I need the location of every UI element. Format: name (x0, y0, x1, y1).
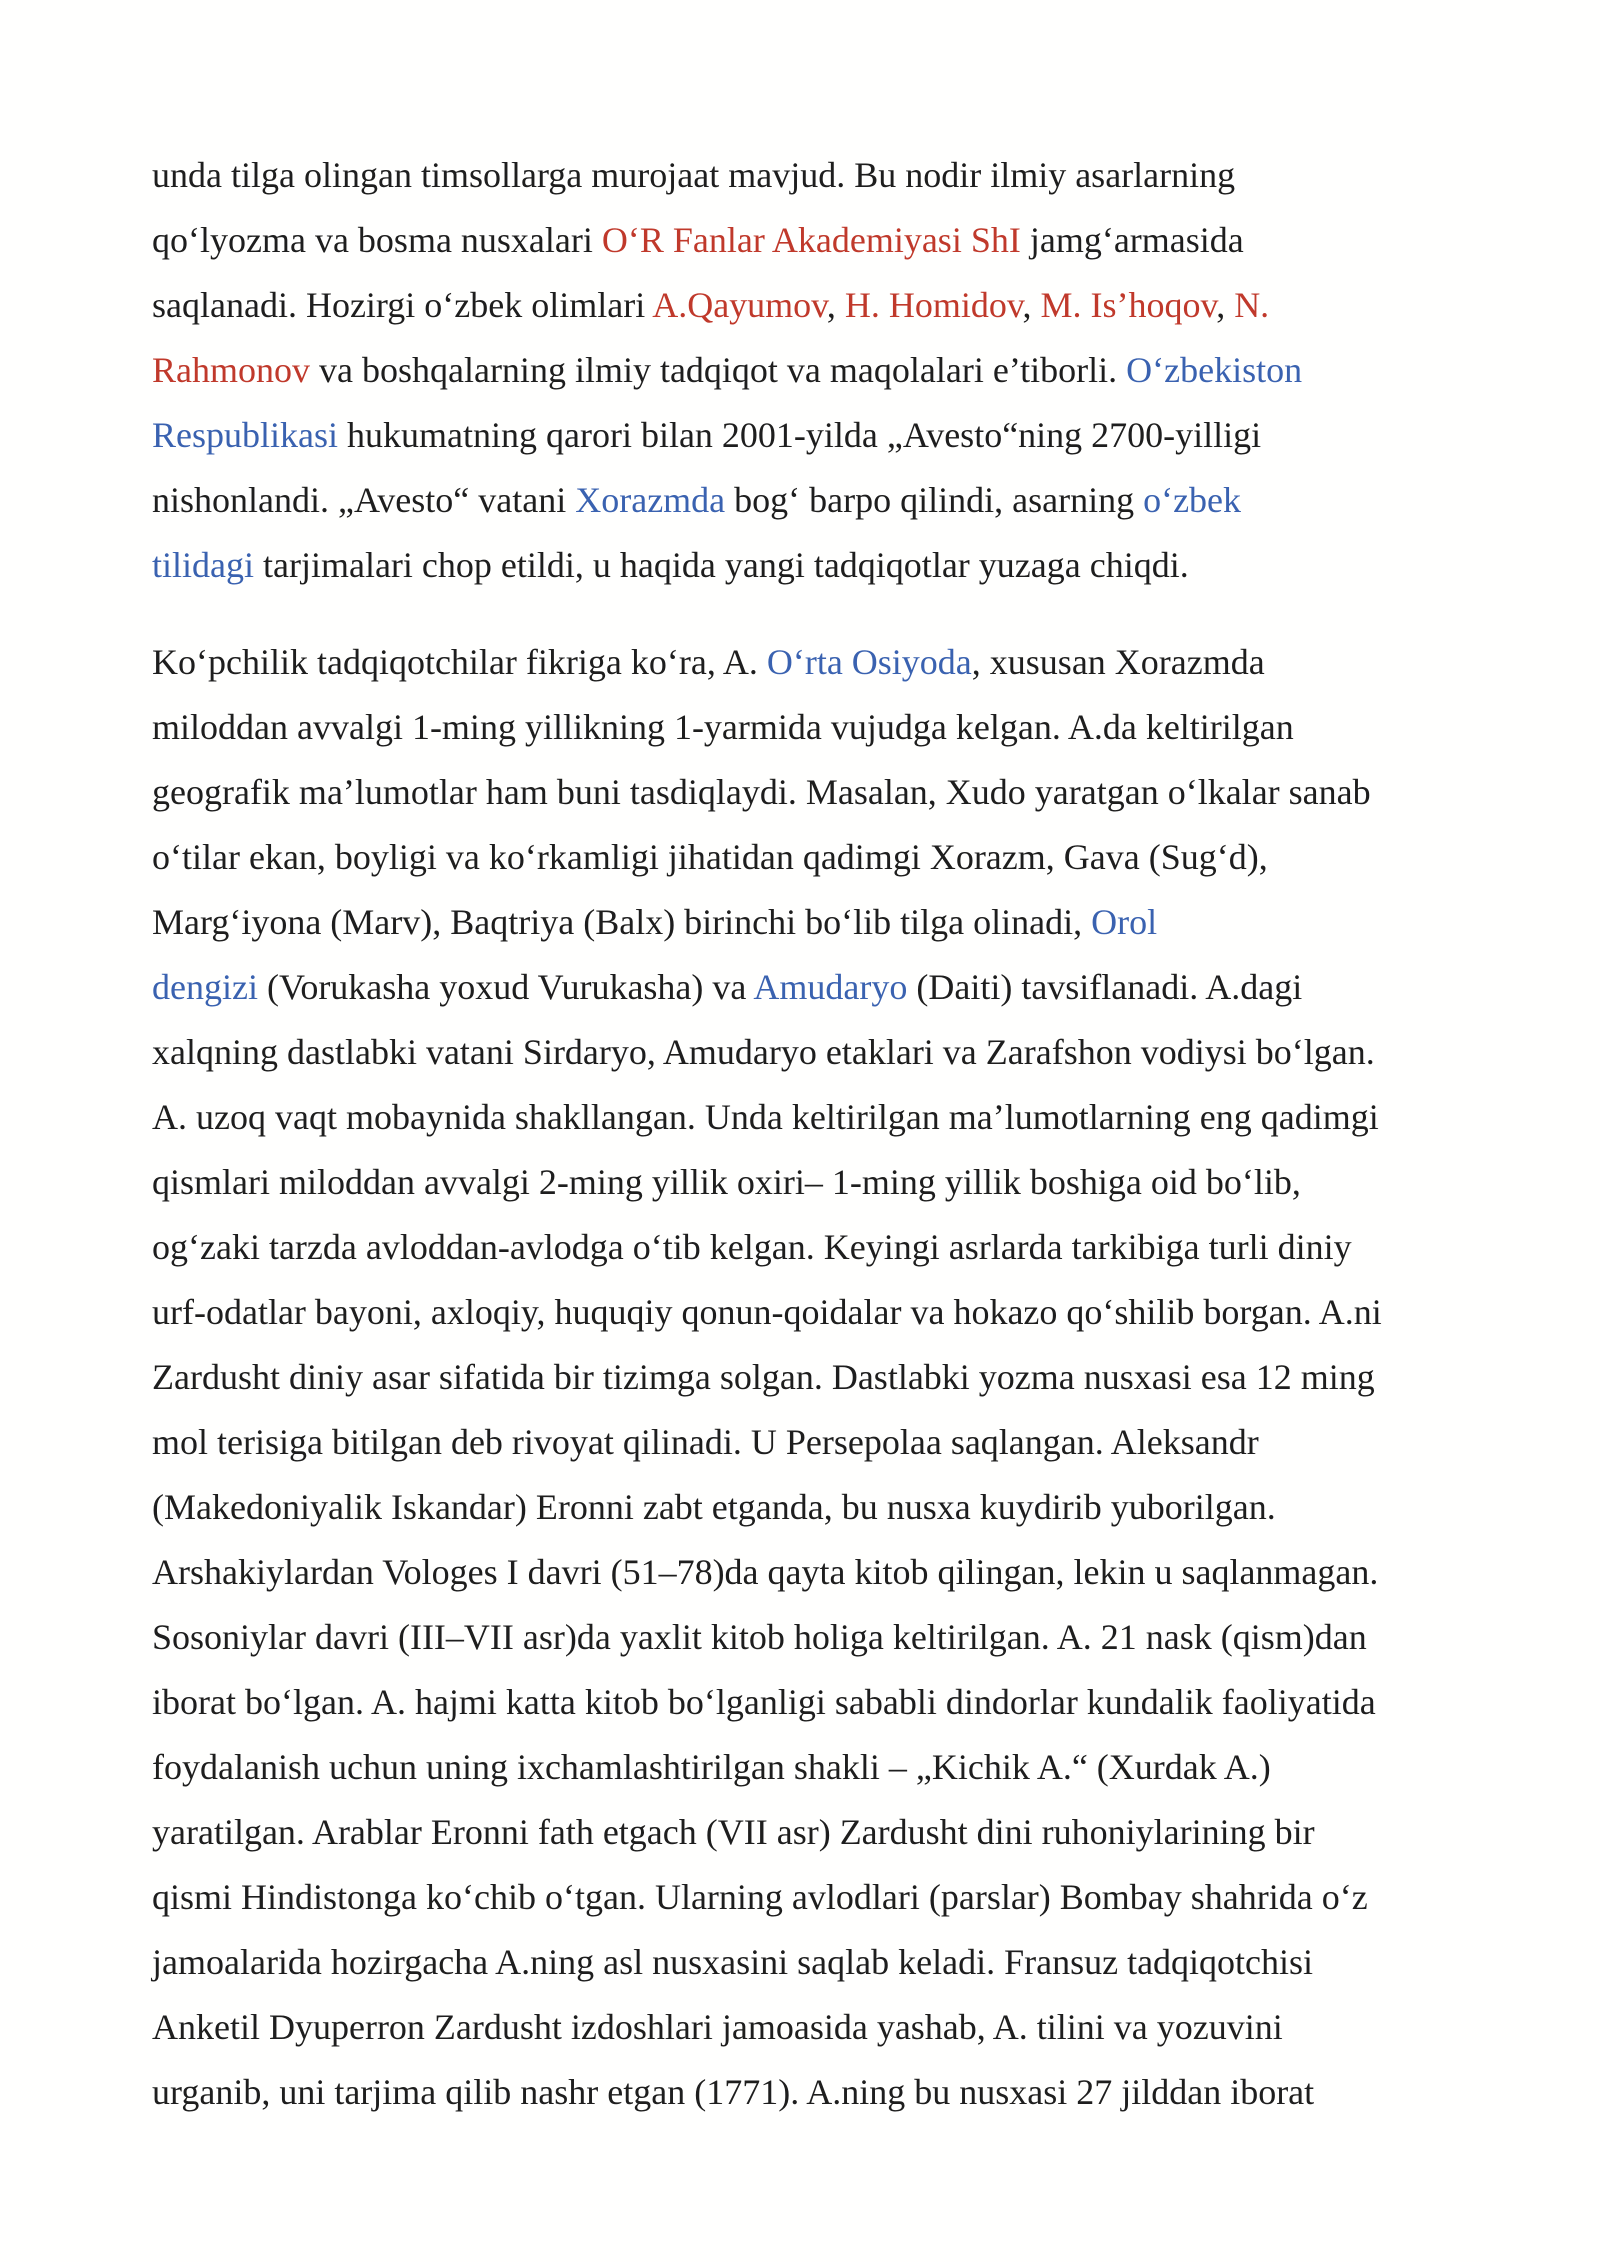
text-segment: (Vorukasha yoxud Vurukasha) va (257, 967, 754, 1007)
text-line (152, 1020, 1452, 1085)
blue-link[interactable]: Orol (1091, 902, 1158, 942)
text-segment: yaratilgan. Arablar Eronni fath etgach (VII asr) Zardusht dini ruhoniylarining bir (152, 1812, 1315, 1852)
text-segment: o‘tilar ekan, boyligi va ko‘rkamligi jihatidan qadimgi Xorazm, Gava (Sug‘d), (152, 837, 1268, 877)
blue-link[interactable]: o‘zbek (1143, 480, 1242, 520)
text-segment: , (826, 285, 845, 325)
paragraph-avesto-studies (152, 143, 1452, 598)
text-segment: bog‘ barpo qilindi, asarning (725, 480, 1144, 520)
text-line (152, 1150, 1452, 1215)
text-line (152, 1215, 1452, 1280)
text-segment: saqlanadi. Hozirgi o‘zbek olimlari (152, 285, 653, 325)
blue-link[interactable]: dengizi (152, 967, 258, 1007)
blue-link[interactable]: O‘zbekiston (1126, 350, 1303, 390)
red-link[interactable]: H. Homidov (844, 285, 1023, 325)
red-link[interactable]: M. Is’hoqov (1040, 285, 1217, 325)
blue-link[interactable]: Amudaryo (753, 967, 908, 1007)
text-line (152, 955, 1452, 1020)
text-line (152, 1605, 1452, 1670)
text-segment: Zardusht diniy asar sifatida bir tizimga solgan. Dastlabki yozma nusxasi esa 12 ming (152, 1357, 1375, 1397)
text-line (152, 208, 1452, 273)
text-line (152, 533, 1452, 598)
text-segment: unda tilga olingan timsollarga murojaat mavjud. Bu nodir ilmiy asarlarning (152, 155, 1236, 195)
text-segment: va boshqalarning ilmiy tadqiqot va maqolalari e’tiborli. (310, 350, 1127, 390)
text-segment: foydalanish uchun uning ixchamlashtirilgan shakli – „Kichik A.“ (Xurdak A.) (152, 1747, 1271, 1787)
text-line (152, 1540, 1452, 1605)
text-segment: xalqning dastlabki vatani Sirdaryo, Amudaryo etaklari va Zarafshon vodiysi bo‘lgan. (152, 1032, 1375, 1072)
text-line (152, 273, 1452, 338)
blue-link[interactable]: tilidagi (152, 545, 254, 585)
text-segment: og‘zaki tarzda avloddan-avlodga o‘tib kelgan. Keyingi asrlarda tarkibiga turli diniy (152, 1227, 1352, 1267)
blue-link[interactable]: Respublikasi (152, 415, 338, 455)
blue-link[interactable]: Xorazmda (575, 480, 726, 520)
text-line (152, 1345, 1452, 1410)
text-line (152, 468, 1452, 533)
text-line (152, 1735, 1452, 1800)
text-segment: urf-odatlar bayoni, axloqiy, huquqiy qonun-qoidalar va hokazo qo‘shilib borgan. A.ni (152, 1292, 1382, 1332)
text-segment: urganib, uni tarjima qilib nashr etgan (1771). A.ning bu nusxasi 27 jilddan iborat (152, 2072, 1315, 2112)
text-segment: (Makedoniyalik Iskandar) Eronni zabt etganda, bu nusxa kuydirib yuborilgan. (152, 1487, 1276, 1527)
text-line (152, 825, 1452, 890)
text-line (152, 1930, 1452, 1995)
text-line (152, 143, 1452, 208)
text-segment: , (1022, 285, 1041, 325)
text-line (152, 1995, 1452, 2060)
text-segment: Sosoniylar davri (III–VII asr)da yaxlit kitob holiga keltirilgan. A. 21 nask (qism)dan (152, 1617, 1367, 1657)
text-segment: hukumatning qarori bilan 2001-yilda „Avesto“ning 2700-yilligi (338, 415, 1262, 455)
text-segment: (Daiti) tavsiflanadi. A.dagi (907, 967, 1303, 1007)
text-line (152, 403, 1452, 468)
text-line (152, 695, 1452, 760)
text-segment: qismi Hindistonga ko‘chib o‘tgan. Ularning avlodlari (parslar) Bombay shahrida o‘z (152, 1877, 1368, 1917)
text-line (152, 2060, 1452, 2125)
text-segment: qo‘lyozma va bosma nusxalari (152, 220, 602, 260)
text-segment: iborat bo‘lgan. A. hajmi katta kitob bo‘lganligi sababli dindorlar kundalik faoliyatida (152, 1682, 1376, 1722)
text-segment: miloddan avvalgi 1-ming yillikning 1-yarmida vujudga kelgan. A.da keltirilgan (152, 707, 1294, 747)
text-line (152, 1410, 1452, 1475)
blue-link[interactable]: O‘rta Osiyoda (766, 642, 972, 682)
text-segment: jamg‘armasida (1020, 220, 1244, 260)
red-link[interactable]: Rahmonov (152, 350, 310, 390)
text-line (152, 1800, 1452, 1865)
text-segment: Arshakiylardan Vologes I davri (51–78)da qayta kitob qilingan, lekin u saqlanmagan. (152, 1552, 1379, 1592)
paragraph-avesto-origins (152, 630, 1452, 2125)
text-segment: Ko‘pchilik tadqiqotchilar fikriga ko‘ra, A. (152, 642, 767, 682)
red-link[interactable]: A.Qayumov (652, 285, 827, 325)
text-line (152, 890, 1452, 955)
text-segment: mol terisiga bitilgan deb rivoyat qilinadi. U Persepolaa saqlangan. Aleksandr (152, 1422, 1259, 1462)
text-line (152, 1670, 1452, 1735)
text-segment: jamoalarida hozirgacha A.ning asl nusxasini saqlab keladi. Fransuz tadqiqotchisi (152, 1942, 1314, 1982)
text-segment: geografik ma’lumotlar ham buni tasdiqlaydi. Masalan, Xudo yaratgan o‘lkalar sanab (152, 772, 1371, 812)
text-line (152, 1475, 1452, 1540)
text-segment: Marg‘iyona (Marv), Baqtriya (Balx) birinchi bo‘lib tilga olinadi, (152, 902, 1092, 942)
text-line (152, 760, 1452, 825)
text-line (152, 1085, 1452, 1150)
text-segment: qismlari miloddan avvalgi 2-ming yillik oxiri– 1-ming yillik boshiga oid bo‘lib, (152, 1162, 1301, 1202)
text-segment: tarjimalari chop etildi, u haqida yangi tadqiqotlar yuzaga chiqdi. (254, 545, 1189, 585)
text-line (152, 1865, 1452, 1930)
text-line (152, 338, 1452, 403)
text-segment: , xususan Xorazmda (971, 642, 1265, 682)
text-segment: Anketil Dyuperron Zardusht izdoshlari jamoasida yashab, A. tilini va yozuvini (152, 2007, 1283, 2047)
red-link[interactable]: N. (1234, 285, 1270, 325)
text-segment: , (1216, 285, 1235, 325)
text-segment: A. uzoq vaqt mobaynida shakllangan. Unda keltirilgan ma’lumotlarning eng qadimgi (152, 1097, 1379, 1137)
text-line (152, 1280, 1452, 1345)
red-link[interactable]: O‘R Fanlar Akademiyasi ShI (601, 220, 1021, 260)
text-line (152, 630, 1452, 695)
text-segment: nishonlandi. „Avesto“ vatani (152, 480, 576, 520)
